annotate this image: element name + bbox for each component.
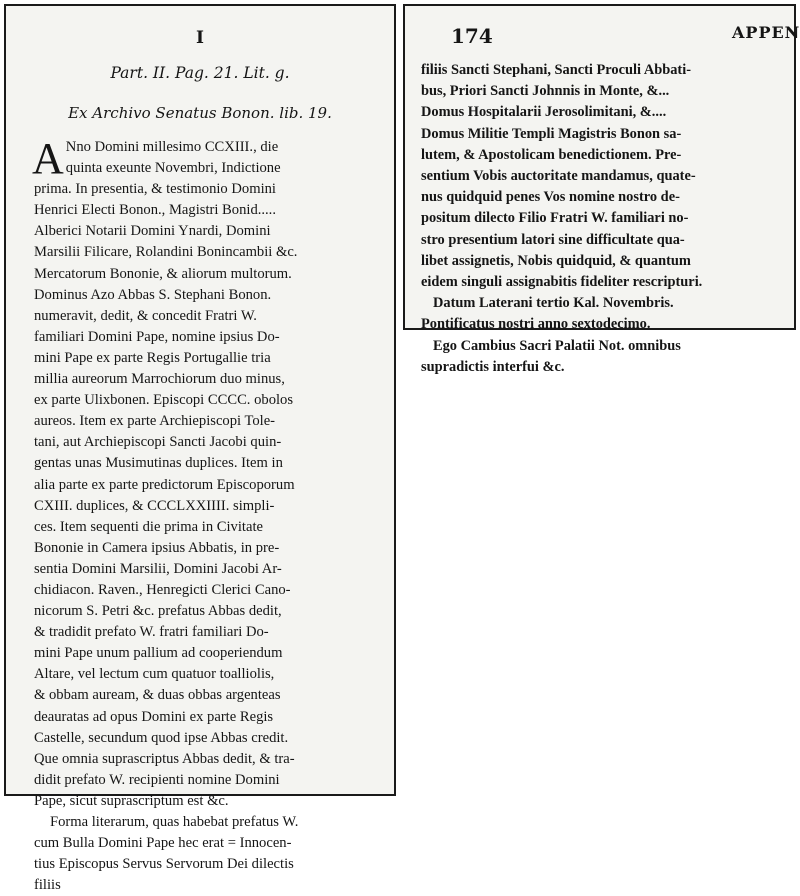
- text-line: Nno Domini millesimo CCXIII., die: [65, 139, 279, 155]
- text-line: ces. Item sequenti die prima in Civitate: [34, 518, 263, 535]
- text-line: numeravit, dedit, & concedit Fratri W.: [34, 307, 257, 324]
- text-line: Altare, vel lectum cum quatuor toalliolis,: [34, 666, 275, 683]
- text-line: bus, Priori Sancti Johnnis in Monte, &...: [421, 83, 670, 100]
- section-heading: Part. II. Pag. 21. Lit. g.: [110, 64, 290, 82]
- text-line: Mercatorum Bononie, & aliorum multorum.: [34, 265, 292, 282]
- text-line: aureos. Item ex parte Archiepiscopi Tole-: [34, 413, 276, 430]
- drop-cap-letter: A: [32, 134, 64, 183]
- text-line: prima. In presentia, & testimonio Domini: [34, 181, 276, 198]
- text-line: quinta exeunte Novembri, Indictione: [65, 160, 281, 177]
- text-line: Castelle, secundum quod ipse Abbas credit.: [34, 729, 289, 746]
- page-number: I: [196, 28, 204, 48]
- text-line: CXIII. duplices, & CCCLXXIIII. simpli-: [34, 497, 275, 514]
- text-line: chidiacon. Raven., Henregicti Clerici Cano-: [34, 581, 291, 598]
- text-line: Pontificatus nostri anno sextodecimo.: [421, 316, 651, 333]
- text-line: mini Pape ex parte Regis Portugallie tria: [34, 349, 271, 366]
- text-line: nicorum S. Petri &c. prefatus Abbas dedit,: [34, 603, 282, 620]
- text-line: filiis Sancti Stephani, Sancti Proculi Abbati-: [421, 62, 691, 78]
- text-line: stro presentium latori sine difficultate qua-: [421, 231, 685, 248]
- page-number: 174: [451, 24, 493, 48]
- text-line: deauratas ad opus Domini ex parte Regis: [34, 708, 274, 725]
- text-line: Pape, sicut suprascriptum est &c.: [34, 792, 229, 809]
- text-line: Alberici Notarii Domini Ynardi, Domini: [34, 223, 271, 240]
- text-line: Datum Laterani tertio Kal. Novembris.: [433, 295, 674, 312]
- text-line: tani, aut Archiepiscopi Sancti Jacobi quin-: [34, 434, 282, 451]
- text-line: alia parte ex parte predictorum Episcoporum: [34, 476, 295, 493]
- text-line: filiis: [34, 877, 61, 894]
- text-line: nus quidquid penes Vos nomine nostro de-: [421, 189, 680, 206]
- text-line: ex parte Ulixbonen. Episcopi CCCC. obolos: [34, 392, 294, 409]
- archive-subheading: Ex Archivo Senatus Bonon. lib. 19.: [68, 104, 332, 122]
- text-line: Bononie in Camera ipsius Abbatis, in pre-: [34, 539, 280, 556]
- right-body-text: [421, 60, 785, 378]
- left-page-scan: [4, 4, 396, 894]
- text-line: libet assignetis, Nobis quidquid, & quantum: [421, 252, 691, 269]
- text-line: cum Bulla Domini Pape hec erat = Innocen-: [34, 835, 292, 852]
- text-line: lutem, & Apostolicam benedictionem. Pre-: [421, 146, 682, 163]
- text-line: familiari Domini Pape, nomine ipsius Do-: [34, 328, 280, 345]
- text-line: Forma literarum, quas habebat prefatus W.: [50, 814, 299, 830]
- right-page-scan: [403, 4, 800, 375]
- left-text-lines: [32, 134, 384, 896]
- text-line: Que omnia suprascriptus Abbas dedit, & tra-: [34, 750, 295, 767]
- text-line: didit prefato W. recipienti nomine Domini: [34, 771, 280, 788]
- text-line: millia aureorum Marrochiorum duo minus,: [34, 371, 285, 388]
- text-line: Marsilii Filicare, Rolandini Bonincambii &c.: [34, 244, 298, 261]
- text-line: positum dilecto Filio Fratri W. familiari no-: [421, 210, 689, 227]
- text-line: Ego Cambius Sacri Palatii Not. omnibus: [433, 337, 681, 354]
- text-line: tius Episcopus Servus Servorum Dei dilectis: [34, 856, 294, 873]
- left-body-text: [32, 134, 384, 896]
- text-line: sentium Vobis auctoritate mandamus, quate-: [421, 168, 696, 185]
- text-line: sentia Domini Marsilii, Domini Jacobi Ar-: [34, 560, 282, 577]
- text-line: Domus Militie Templi Magistris Bonon sa-: [421, 125, 682, 142]
- text-line: gentas unas Musimutinas duplices. Item in: [34, 455, 283, 472]
- text-line: Domus Hospitalarii Jerosolimitani, &....: [421, 104, 667, 121]
- text-line: & tradidit prefato W. fratri familiari Do-: [34, 624, 269, 641]
- text-line: mini Pape unum pallium ad cooperiendum: [34, 645, 283, 662]
- text-line: Dominus Azo Abbas S. Stephani Bonon.: [34, 286, 272, 303]
- text-line: & obbam auream, & duas obbas argenteas: [34, 687, 281, 704]
- text-line: Henrici Electi Bonon., Magistri Bonid.....: [34, 202, 276, 219]
- text-line: eidem singuli assignabitis fideliter rescripturi.: [421, 274, 703, 291]
- text-line: supradictis interfui &c.: [421, 358, 565, 375]
- running-head: APPEN: [732, 23, 800, 42]
